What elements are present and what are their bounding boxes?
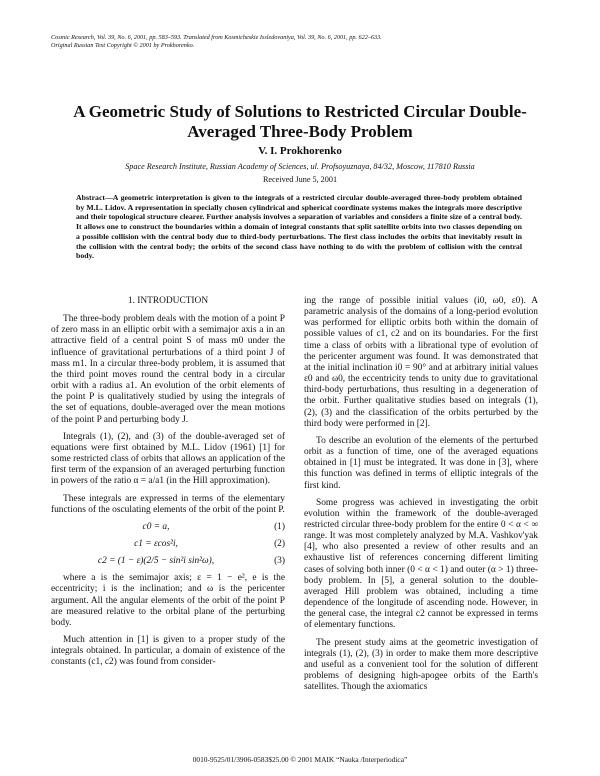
equation-number: (3)	[274, 556, 285, 567]
equation-body: c0 = a,	[142, 521, 170, 532]
paragraph: Integrals (1), (2), and (3) of the double-averaged set of equations were first obtained by M.L. Lidov (1961) [1] for some restricted class of orbits that allows an application of the first term of the expansion of an averaged perturbing function in powers of the ratio α = a/a1 (in the Hill approximation).	[51, 431, 285, 487]
journal-header-line-2: Original Russian Text Copyright © 2001 by Prokhorenko.	[51, 42, 195, 50]
author-affiliation: Space Research Institute, Russian Academy of Sciences, ul. Profsoyuznaya, 84/32, Moscow, 117810 Russia	[125, 162, 475, 171]
received-date: Received June 5, 2001	[262, 175, 338, 184]
paragraph: ing the range of possible initial values (i0, ω0, ε0). A parametric analysis of the domains of a long-period evolution was performed for elliptic orbits both within the domain of possible values of c1, c2 and on its boundaries. For the first time a class of orbits with a librational type of evolution of the pericenter argument was found. It was demonstrated that at the initial inclination i0 = 90° and at arbitrary initial values ε0 and ω0, the eccentricity tends to unity due to gravitational third-body perturbations, thus resulting in a degeneration of the orbit. Further qualitative studies based on integrals (1), (2), (3) and the classification of the orbits perturbed by the third body were performed in [2].	[304, 296, 538, 429]
journal-header	[51, 34, 561, 51]
paragraph: Much attention in [1] is given to a proper study of the integrals obtained. In particular, a domain of existence of the constants (c1, c2) was found from consider-	[51, 635, 285, 668]
equation-body: c1 = εcos²i,	[134, 538, 178, 549]
right-column	[304, 296, 538, 693]
paragraph: The present study aims at the geometric investigation of integrals (1), (2), (3) in order to make them more descriptive and useful as a convenient tool for the solution of different problems of designing high-apogee orbits of the Earth's satellites. Though the axiomatics	[304, 637, 538, 693]
equation-2	[51, 539, 285, 550]
equation-3	[51, 556, 285, 567]
journal-header-line-1: Cosmic Research, Vol. 39, No. 6, 2001, pp. 583–593. Translated from Kosmicheskie Issledovaniya, Vol. 39, No. 6, 2001, pp. 622–633.	[51, 34, 382, 41]
equation-1	[51, 522, 285, 533]
paragraph: where a is the semimajor axis; ε = 1 − e², e is the eccentricity; i is the inclination; and ω is the pericenter argument. All the angular elements of the orbit of the point P are measured relative to the orbital plane of the perturbing body.	[51, 573, 285, 628]
equation-body: c2 = (1 − ε)(2/5 − sin²i sin²ω),	[97, 556, 215, 567]
copyright-footer: 0010-9525/01/3906-0583$25.00 © 2001 MAIK “Nauka /Interperiodica”	[192, 755, 408, 764]
paper-title: A Geometric Study of Solutions to Restricted Circular Double-Averaged Three-Body Problem	[73, 102, 527, 141]
author-name: V. I. Prokhorenko	[258, 145, 342, 157]
paragraph: The three-body problem deals with the motion of a point P of zero mass in an elliptic orbit with a semimajor axis a in an attractive field of a central point S of mass m0 under the influence of gravitational perturbations of a third point J of mass m1. In a circular three-body problem, it is assumed that the third point moves round the central body in a circular orbit with a radius a1. An evolution of the orbit elements of the point P is qualitatively studied by using the integrals of the set of equations, double-averaged over the mean motions of the point P and perturbing body J.	[51, 314, 285, 425]
paragraph: To describe an evolution of the elements of the perturbed orbit as a function of time, one of the averaged equations obtained in [1] must be integrated. It was done in [3], where this function was defined in terms of elliptic integrals of the first kind.	[304, 435, 538, 491]
paragraph: Some progress was achieved in investigating the orbit evolution within the framework of the double-averaged restricted circular three-body problem for the entire 0 < α < ∞ range. It was most completely analyzed by M.A. Vashkov'yak [4], who also presented a review of other results and an exhaustive list of references concerning different limiting cases of solving both inner (0 < α < 1) and outer (α > 1) three-body problem. In [5], a general solution to the double-averaged Hill problem was obtained, including a time dependence of the longitude of ascending node. However, in the general case, the integral c2 cannot be expressed in terms of elementary functions.	[304, 497, 538, 631]
left-column	[51, 296, 285, 669]
paragraph: These integrals are expressed in terms of the elementary functions of the osculating elements of the orbit of the point P.	[51, 493, 285, 515]
equation-number: (1)	[274, 521, 285, 532]
section-heading: 1. INTRODUCTION	[127, 296, 209, 306]
equation-number: (2)	[274, 538, 285, 549]
abstract: Abstract—A geometric interpretation is given to the integrals of a restricted circular double-averaged three-body problem obtained by M.L. Lidov. A representation in specially chosen cylindrical and spherical coordinate systems makes the integrals more descriptive and their topological structure clearer. Further analysis involves a separation of variables and considers a finite size of a central body. It allows one to construct the boundaries within a domain of integral constants that split satellite orbits into two classes depending on a possible collision with the central body due to third-body perturbations. The first class includes the orbits that inevitably result in the collision with the central body; the orbits of the second class have nothing to do with the problem of collision with the central body.	[76, 193, 522, 261]
